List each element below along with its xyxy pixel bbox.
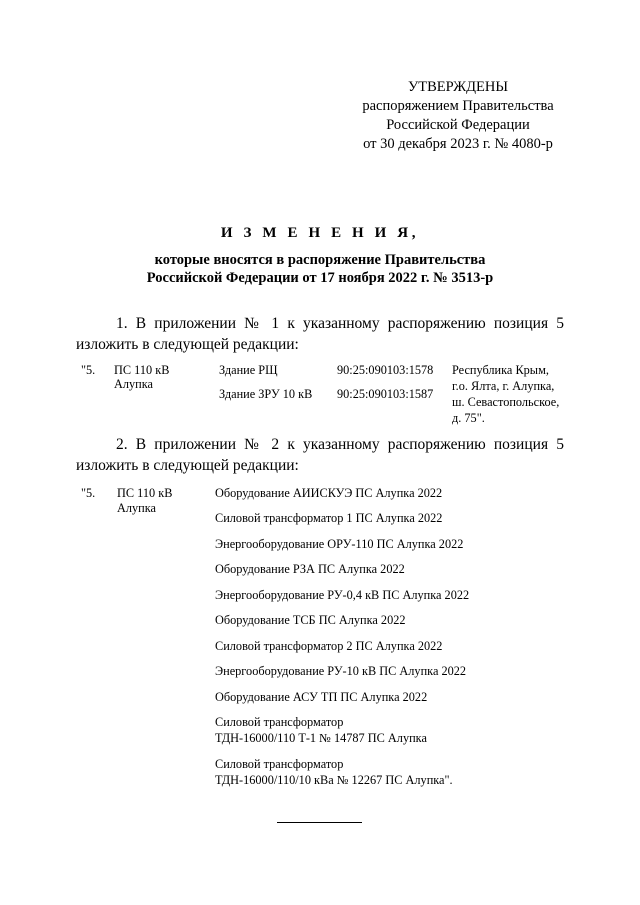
item1-address-line: д. 75". (452, 411, 485, 425)
item1-paragraph (76, 313, 564, 355)
document-subtitle-line1: которые вносятся в распоряжение Правительства (154, 252, 486, 268)
item2-line2: изложить в следующей редакции: (76, 457, 299, 474)
closing-separator-line (277, 822, 362, 823)
item2-equipment-item: Оборудование ТСБ ПС Алупка 2022 (215, 613, 406, 627)
item2-substation-location: Алупка (117, 501, 156, 515)
item1-line2: изложить в следующей редакции: (76, 336, 299, 353)
approval-authority: распоряжением Правительства (362, 98, 554, 114)
item1-cadastral-number: 90:25:090103:1578 (337, 363, 434, 377)
item1-position-number: "5. (81, 363, 96, 377)
approval-date-number: от 30 декабря 2023 г. № 4080-р (363, 136, 553, 152)
item2-equipment-item: Энергооборудование РУ-10 кВ ПС Алупка 2022 (215, 664, 467, 678)
approval-title: УТВЕРЖДЕНЫ (407, 79, 509, 95)
item2-equipment-item: Силовой трансформатор 1 ПС Алупка 2022 (215, 511, 443, 525)
item2-equipment-item: Оборудование РЗА ПС Алупка 2022 (215, 562, 405, 576)
item2-paragraph (76, 434, 564, 476)
item1-substation-location: Алупка (114, 377, 153, 391)
item1-building-name: Здание РЩ (219, 363, 278, 377)
item1-substation-name: ПС 110 кВ (114, 363, 170, 377)
item1-address-line: Республика Крым, (452, 363, 549, 377)
document-heading: И З М Е Н Е Н И Я, (220, 225, 420, 241)
item2-equipment-item: Оборудование АСУ ТП ПС Алупка 2022 (215, 690, 428, 704)
item2-line1: 2. В приложении № 2 к указанному распоряжению позиция 5 (116, 436, 564, 453)
item2-position-number: "5. (81, 486, 96, 500)
item1-address-line: г.о. Ялта, г. Алупка, (452, 379, 555, 393)
item2-equipment-item: ТДН-16000/110 Т-1 № 14787 ПС Алупка (215, 731, 427, 745)
item1-line1: 1. В приложении № 1 к указанному распоряжению позиция 5 (116, 315, 564, 332)
item2-equipment-item: Силовой трансформатор (215, 715, 344, 729)
item2-equipment-item: Энергооборудование ОРУ-110 ПС Алупка 2022 (215, 537, 464, 551)
item1-building-name: Здание ЗРУ 10 кВ (219, 387, 313, 401)
item2-equipment-item: Силовой трансформатор (215, 757, 344, 771)
approval-country: Российской Федерации (386, 117, 530, 133)
approval-block (340, 78, 576, 154)
item2-substation-name: ПС 110 кВ (117, 486, 173, 500)
item2-equipment-item: Силовой трансформатор 2 ПС Алупка 2022 (215, 639, 443, 653)
item1-address-line: ш. Севастопольское, (452, 395, 560, 409)
document-subtitle-line2: Российской Федерации от 17 ноября 2022 г. № 3513-р (146, 270, 494, 286)
item2-equipment-item: Оборудование АИИСКУЭ ПС Алупка 2022 (215, 486, 443, 500)
item1-cadastral-number: 90:25:090103:1587 (337, 387, 434, 401)
item2-equipment-item: Энергооборудование РУ-0,4 кВ ПС Алупка 2022 (215, 588, 470, 602)
item2-equipment-item: ТДН-16000/110/10 кВа № 12267 ПС Алупка". (215, 773, 453, 787)
